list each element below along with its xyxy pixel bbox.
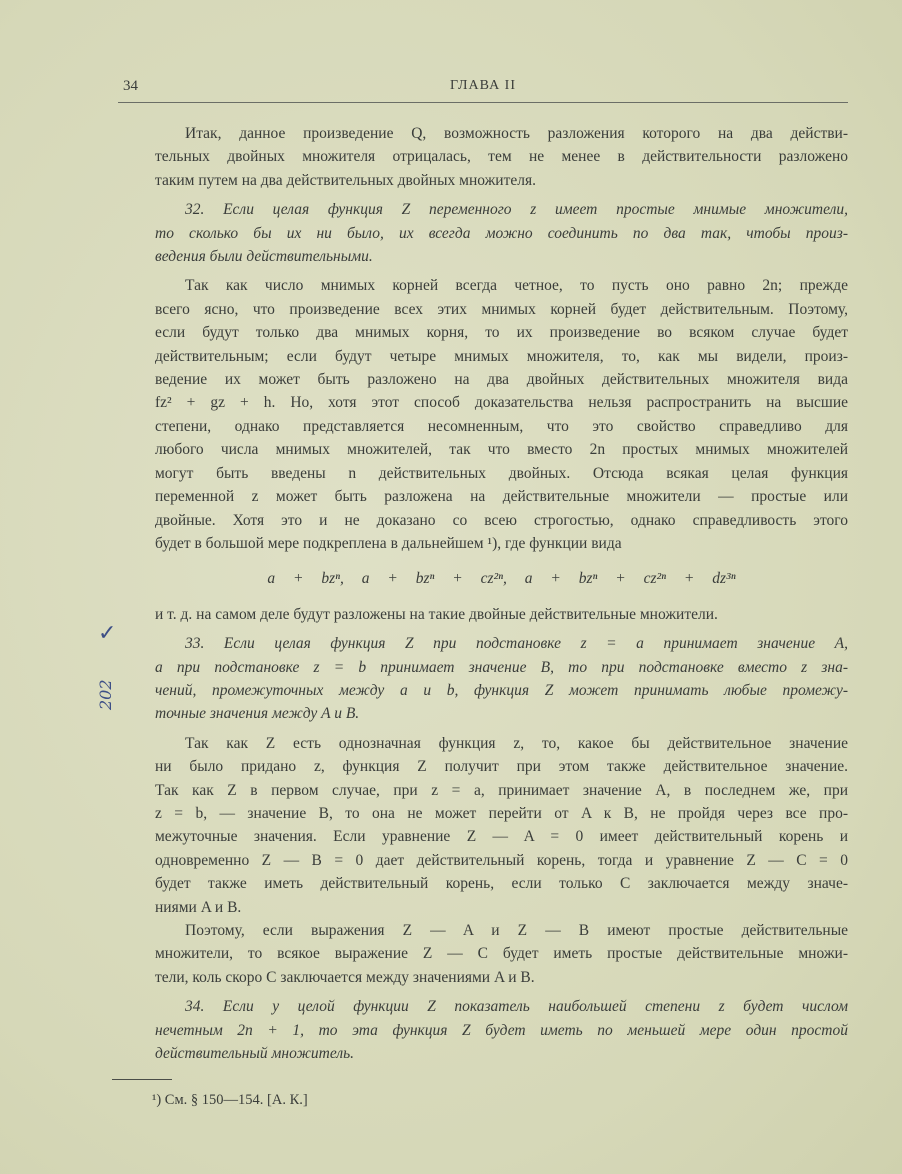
text-line: ни было придано z, функция Z получит при этом также действительное значение. <box>155 758 848 776</box>
text-line: ведение их может быть разложено на два двойных действительных множителя вида <box>155 371 848 389</box>
text-line: действительный множитель. <box>155 1045 355 1063</box>
text-line: всего ясно, что произведение всех этих мнимых корней будет действительным. Поэтому, <box>155 300 848 318</box>
text-line: действительным; если будут четыре мнимых множителя, то, как мы видели, произ- <box>155 347 848 365</box>
text-line: тели, коль скоро C заключается между значениями A и B. <box>155 968 535 986</box>
text-line: то сколько бы их ни было, их всегда можно соединить по два так, чтобы произ- <box>155 224 848 242</box>
formula <box>155 567 848 590</box>
handwritten-check-mark: ✓ <box>98 620 117 645</box>
page-number: 34 <box>123 78 138 94</box>
text-line: переменной z может быть разложена на действительные множители — простые или <box>155 488 848 506</box>
text-line: z = b, — значение B, то она не может перейти от A к B, не пройдя через все про- <box>155 804 848 822</box>
text-line: межуточные значения. Если уравнение Z — A = 0 имеет действительный корень и <box>155 828 848 846</box>
text-line: ниями A и B. <box>155 898 242 916</box>
header-rule <box>118 102 848 103</box>
text-line: и т. д. на самом деле будут разложены на такие двойные действительные множители. <box>155 605 718 623</box>
theorem-paragraph <box>155 632 848 726</box>
paragraph <box>155 603 848 626</box>
text-line: нечетным 2n + 1, то эта функция Z будет иметь по меньшей мере один простой <box>155 1021 848 1039</box>
text-line: Итак, данное произведение Q, возможность разложения которого на два действи- <box>185 125 848 142</box>
handwritten-margin-note: 202 <box>96 679 115 710</box>
theorem-paragraph <box>155 995 848 1065</box>
running-title: ГЛАВА II <box>449 78 517 93</box>
paragraph <box>155 274 848 555</box>
paragraphs <box>155 122 848 1065</box>
text-line: таким путем на два действительных двойных множителя. <box>155 171 536 189</box>
text-line: будет также иметь действительный корень, если только C заключается между значе- <box>155 875 848 893</box>
text-line: а при подстановке z = b принимает значение B, то при подстановке вместо z зна- <box>155 658 848 676</box>
text-line: могут быть введены n действительных двойных. Отсюда всякая целая функция <box>155 464 848 482</box>
text-line: 34. Если у целой функции Z показатель наибольшей степени z будет числом <box>185 998 848 1016</box>
text-line: любого числа мнимых множителей, так что вместо 2n простых мнимых множителей <box>155 441 848 459</box>
page-header <box>118 78 848 100</box>
text-line: одновременно Z — B = 0 дает действительный корень, тогда и уравнение Z — C = 0 <box>155 851 848 869</box>
text-line: если будут только два мнимых корня, то их произведение во всяком случае будет <box>155 324 848 342</box>
paragraph <box>155 122 848 192</box>
text-line: 33. Если целая функция Z при подстановке z = a принимает значение A, <box>185 635 848 653</box>
text-line: тельных двойных множителя отрицалась, тем не менее в действительности разложено <box>155 148 848 166</box>
text-line: чений, промежуточных между a и b, функция Z может принимать любые промежу- <box>155 681 848 699</box>
text-line: будет в большой мере подкреплена в дальнейшем ¹), где функции вида <box>155 534 622 552</box>
paragraph <box>155 732 848 919</box>
text-line: Так как Z в первом случае, при z = a, принимает значение A, в последнем же, при <box>155 781 848 799</box>
paragraph <box>155 919 848 989</box>
text-line: Так как число мнимых корней всегда четное, то пусть оно равно 2n; прежде <box>185 277 848 295</box>
footnote-rule <box>112 1079 172 1080</box>
text-line: ведения были действительными. <box>155 248 373 266</box>
text-line: 32. Если целая функция Z переменного z имеет простые мнимые множители, <box>185 201 848 219</box>
text-line: Так как Z есть однозначная функция z, то, какое бы действительное значение <box>185 734 848 752</box>
text-line: a + bzⁿ, a + bzⁿ + cz²ⁿ, a + bzⁿ + cz²ⁿ + dz³ⁿ <box>267 570 736 588</box>
text-line: двойные. Хотя это и не доказано со всею строгостью, однако справедливость этого <box>155 511 848 529</box>
theorem-paragraph <box>155 198 848 268</box>
text-line: fz² + gz + h. Но, хотя этот способ доказательства нельзя распространить на высшие <box>155 394 848 412</box>
text-line: степени, однако представляется несомненным, что это свойство справедливо для <box>155 417 848 435</box>
text-line: множители, то всякое выражение Z — C будет иметь простые действительные множи- <box>155 945 848 963</box>
footnote-area <box>112 1079 848 1110</box>
page-body <box>152 122 848 1110</box>
text-line: Поэтому, если выражения Z — A и Z — B имеют простые действительные <box>185 922 848 939</box>
text-line: точные значения между A и B. <box>155 705 360 723</box>
footnote: ¹) См. § 150—154. [А. К.] <box>152 1092 308 1109</box>
